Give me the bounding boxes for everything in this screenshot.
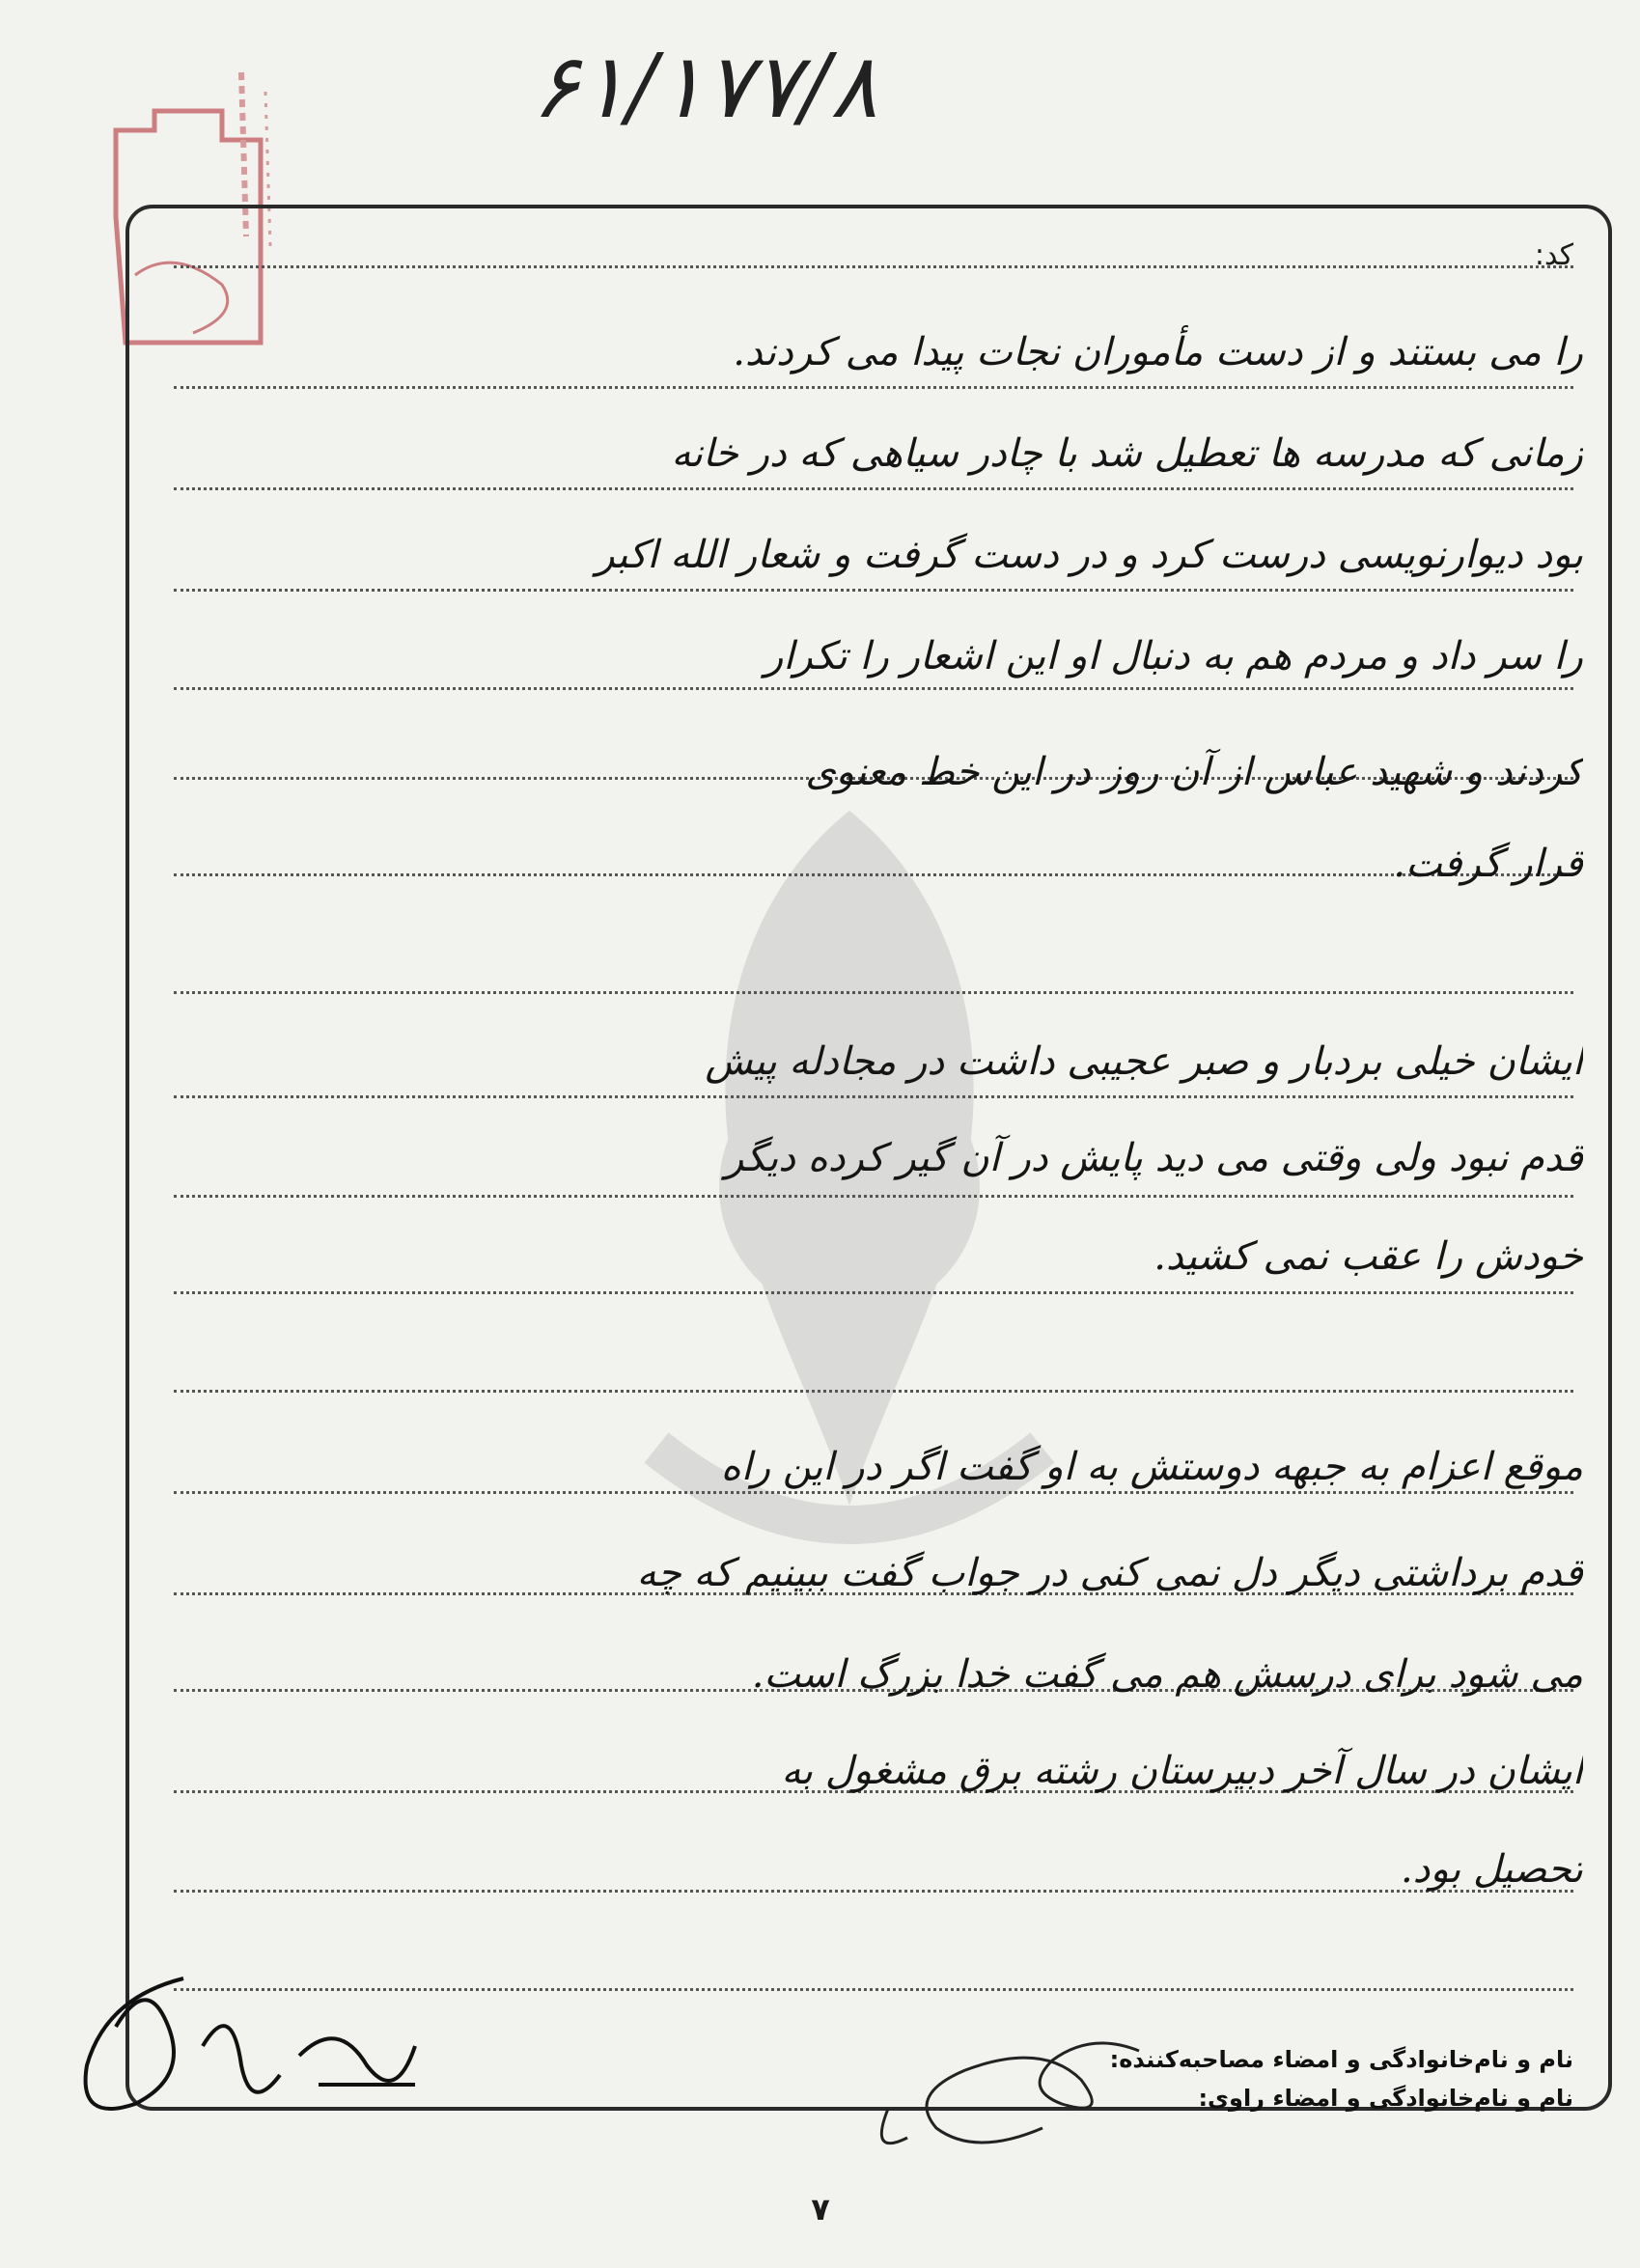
- ruled-line: [174, 265, 1573, 268]
- handwritten-line: موقع اعزام به جبهه دوستش به او گفت اگر در این راه: [720, 1445, 1583, 1489]
- handwritten-line: کردند و شهید عباس از آن روز در این خط معنوی: [805, 750, 1583, 794]
- handwritten-line: قدم نبود ولی وقتی می دید پایش در آن گیر کرده دیگر: [724, 1136, 1583, 1180]
- handwritten-line: تحصیل بود.: [1400, 1847, 1583, 1892]
- handwritten-line: قرار گرفت.: [1393, 842, 1583, 886]
- handwritten-line: خودش را عقب نمی کشید.: [1154, 1234, 1583, 1279]
- handwritten-line: بود دیوارنویسی درست کرد و در دست گرفت و شعار الله اکبر: [596, 533, 1583, 577]
- handwritten-line: را سر داد و مردم هم به دنبال او این اشعار را تکرار: [764, 634, 1583, 678]
- narrator-label: نام و نام‌خانوادگی و امضاء راوی:: [1198, 2085, 1573, 2112]
- code-label: کد:: [1534, 238, 1573, 272]
- reference-number: ۶۱/۱۷۷/۸: [531, 35, 878, 138]
- handwritten-line: را می بستند و از دست مأموران نجات پیدا می کردند.: [733, 330, 1583, 374]
- interviewer-label: نام و نام‌خانوادگی و امضاء مصاحبه‌کننده:: [1109, 2046, 1573, 2073]
- handwritten-line: می شود برای درسش هم می گفت خدا بزرگ است.: [751, 1652, 1583, 1697]
- narrator-signature: [48, 1959, 444, 2152]
- handwritten-line: ایشان در سال آخر دبیرستان رشته برق مشغول به: [781, 1749, 1583, 1793]
- handwritten-line: ایشان خیلی بردبار و صبر عجیبی داشت در مجادله پیش: [705, 1039, 1583, 1084]
- ruled-line: [174, 991, 1573, 994]
- interviewer-signature: [849, 2012, 1178, 2167]
- handwritten-line: قدم برداشتی دیگر دل نمی کنی در جواب گفت ببینیم که چه: [636, 1551, 1583, 1595]
- handwritten-line: زمانی که مدرسه ها تعطیل شد با چادر سیاهی که در خانه: [671, 431, 1583, 476]
- ruled-line: [174, 1390, 1573, 1393]
- page-number: ۷: [811, 2191, 830, 2227]
